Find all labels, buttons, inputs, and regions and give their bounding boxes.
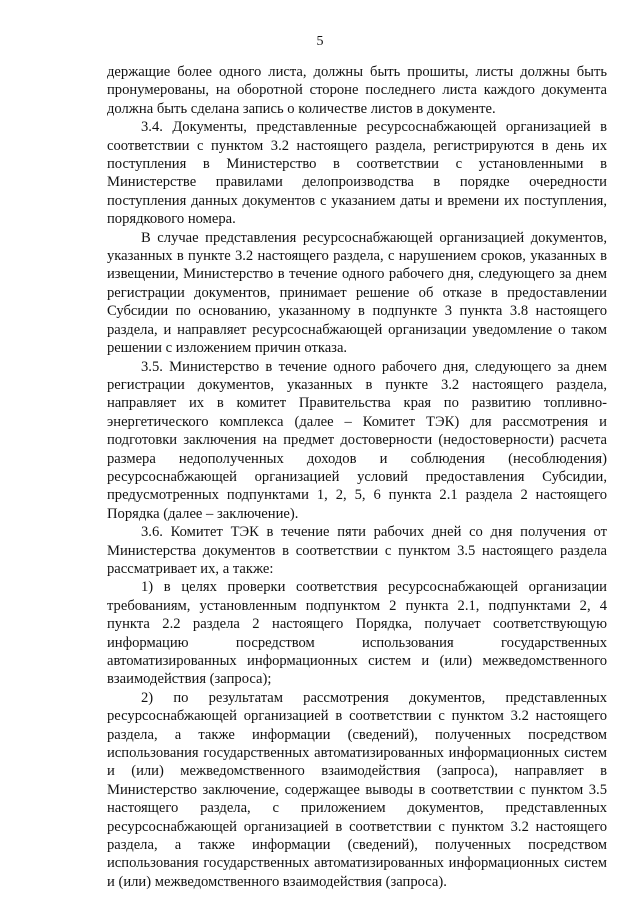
paragraph-refusal-case: В случае представления ресурсоснабжающей организацией документов, указанных в пункте 3.2 настоящего раздела, с нарушением сроков, указанных в извещении, Министерство в течение одного рабочего дня, следующего за днем регистрации документов, принимает решение об отказе в предоставлении Субсидии по основанию, указанному в подпункте 3 пункта 3.8 настоящего раздела, и направляет ресурсоснабжающей организации уведомление о таком решении с изложением причин отказа. (107, 229, 607, 357)
paragraph-3-6-item-2: 2) по результатам рассмотрения документов, представленных ресурсоснабжающей организацией в соответствии с пунктом 3.2 настоящего раздела, а также информации (сведений), полученных посредством использования государственных автоматизированных информационных систем и (или) межведомственного взаимодействия (запроса), направляет в Министерство заключение, содержащее выводы в соответствии с пунктом 3.5 настоящего раздела, с приложением документов, представленных ресурсоснабжающей организацией в соответствии с пунктом 3.2 настоящего раздела, а также информации (сведений), полученных посредством использования государственных автоматизированных информационных систем и (или) межведомственного взаимодействия (запроса). (107, 689, 607, 890)
paragraph-continuation: держащие более одного листа, должны быть прошиты, листы должны быть пронумерованы, на оборотной стороне последнего листа каждого документа должна быть сделана запись о количестве листов в документе. (107, 64, 607, 117)
paragraph-3-5: 3.5. Министерство в течение одного рабочего дня, следующего за днем регистрации документов, указанных в пункте 3.2 настоящего раздела, направляет их в комитет Правительства края по развитию топливно-энергетического комплекса (далее – Комитет ТЭК) для рассмотрения и подготовки заключения на предмет достоверности (недостоверности) расчета размера недополученных доходов и соблюдения (несоблюдения) ресурсоснабжающей организацией условий предоставления Субсидии, предусмотренных подпунктами 1, 2, 5, 6 пункта 2.1 раздела 2 настоящего Порядка (далее – заключение). (107, 358, 607, 522)
paragraph-3-6-item-1: 1) в целях проверки соответствия ресурсоснабжающей организации требованиям, установленным подпунктом 2 пункта 2.1, подпунктами 2, 4 пункта 2.2 раздела 2 настоящего Порядка, получает соответствующую информацию посредством использования государственных автоматизированных информационных систем и (или) межведомственного взаимодействия (запроса); (107, 579, 607, 688)
paragraph-3-6: 3.6. Комитет ТЭК в течение пяти рабочих дней со дня получения от Министерства документов в соответствии с пунктом 3.5 настоящего раздела рассматривает их, а также: (107, 524, 607, 577)
document-body (107, 63, 607, 891)
paragraph-3-4: 3.4. Документы, представленные ресурсоснабжающей организацией в соответствии с пунктом 3.2 настоящего раздела, регистрируются в день их поступления в Министерство в соответствии с установленными в Министерстве правилами делопроизводства в порядке очередности поступления данных документов с указанием даты и времени их поступления, порядкового номера. (107, 119, 607, 228)
page-number: 5 (316, 34, 324, 49)
